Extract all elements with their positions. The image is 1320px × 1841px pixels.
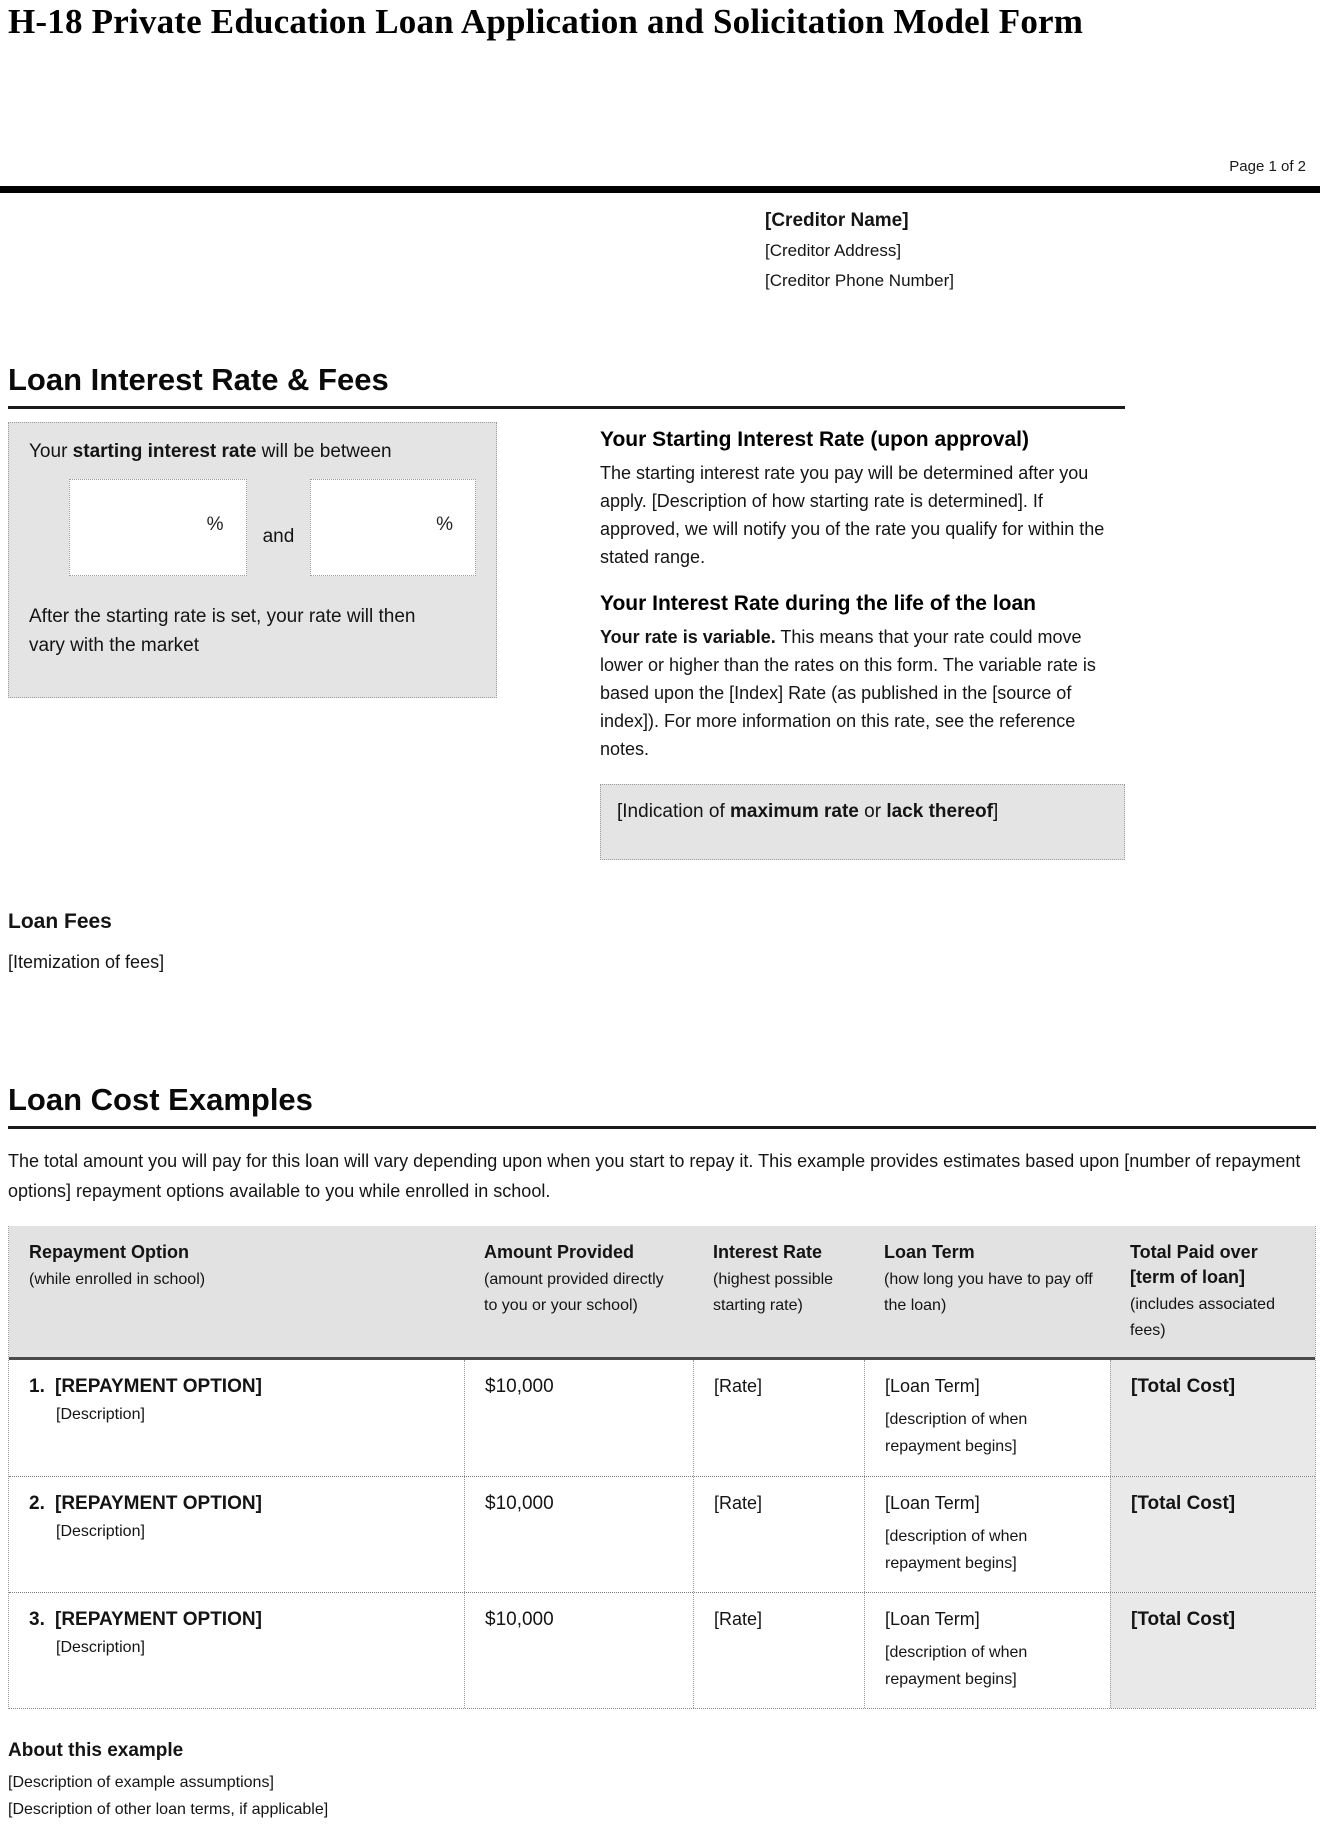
- starting-rate-intro: [29, 441, 476, 463]
- life-rate-lead: Your rate is variable.: [600, 627, 776, 647]
- about-heading: About this example: [8, 1740, 184, 1761]
- maximum-rate-box: [600, 784, 1125, 860]
- cell-repayment-option: [9, 1593, 464, 1708]
- starting-rate-heading: Your Starting Interest Rate (upon approval): [600, 428, 1029, 451]
- creditor-block: [765, 206, 954, 296]
- row-description: [Description]: [56, 1406, 145, 1423]
- life-rate-heading: Your Interest Rate during the life of the loan: [600, 592, 1036, 615]
- row-number: 1.: [29, 1376, 45, 1397]
- about-line-1: [Description of example assumptions]: [8, 1774, 274, 1791]
- loan-term-note: [description of when repayment begins]: [885, 1528, 1028, 1572]
- page-indicator: Page 1 of 2: [1229, 158, 1306, 175]
- row-number: 3.: [29, 1609, 45, 1630]
- col-header-loan-term: [864, 1226, 1110, 1357]
- row-option: [REPAYMENT OPTION]: [55, 1609, 262, 1630]
- max-rate-mid: or: [858, 801, 887, 822]
- starting-rate-intro-suffix: will be between: [256, 441, 392, 462]
- loan-term-value: [Loan Term]: [885, 1609, 980, 1629]
- cell-total-cost: [Total Cost]: [1110, 1593, 1315, 1708]
- col-title: Repayment Option: [29, 1242, 190, 1262]
- row-description: [Description]: [56, 1639, 145, 1656]
- document-title: H-18 Private Education Loan Application and Solicitation Model Form: [8, 2, 1084, 41]
- col-subtitle: (highest possible starting rate): [713, 1271, 834, 1314]
- row-description: [Description]: [56, 1523, 145, 1540]
- max-rate-prefix: [Indication of: [617, 801, 731, 822]
- col-header-repayment-option: [9, 1226, 464, 1357]
- section-heading-loan-interest-rate-fees: Loan Interest Rate & Fees: [8, 362, 1125, 409]
- life-rate-body: [600, 623, 1125, 763]
- cell-rate: [Rate]: [693, 1360, 864, 1476]
- percent-symbol-right: %: [436, 514, 453, 535]
- row-option: [REPAYMENT OPTION]: [55, 1376, 262, 1397]
- col-subtitle: (while enrolled in school): [29, 1271, 206, 1288]
- loan-cost-intro: The total amount you will pay for this loan will vary depending upon when you start to repay it. This example provides estimates based upon [number of repayment options] repayment options available to you while enrolled in school.: [8, 1151, 1301, 1201]
- col-header-total-paid: [1110, 1226, 1315, 1357]
- max-rate-bold-2: lack thereof: [886, 801, 993, 822]
- table-header-row: [9, 1226, 1315, 1360]
- percent-symbol-left: %: [206, 514, 224, 535]
- loan-term-value: [Loan Term]: [885, 1493, 980, 1513]
- starting-rate-intro-bold: starting interest rate: [72, 441, 257, 462]
- starting-rate-panel: [8, 422, 497, 698]
- loan-cost-table: [8, 1226, 1316, 1709]
- col-header-interest-rate: [693, 1226, 864, 1357]
- cell-amount: $10,000: [464, 1477, 693, 1592]
- cell-rate: [Rate]: [693, 1593, 864, 1708]
- rate-range-row: [69, 479, 476, 576]
- cell-repayment-option: [9, 1360, 464, 1476]
- col-subtitle: (includes associated fees): [1130, 1296, 1275, 1339]
- life-rate-text: This means that your rate could move lower or higher than the rates on this form. The variable rate is based upon the [Index] Rate (as published in the [source of index]). For more information on this rate, see the reference notes.: [600, 627, 1096, 759]
- col-subtitle: (how long you have to pay off the loan): [884, 1271, 1093, 1314]
- cell-total-cost: [Total Cost]: [1110, 1477, 1315, 1592]
- max-rate-bold-1: maximum rate: [730, 801, 859, 822]
- col-title: Amount Provided: [484, 1242, 635, 1262]
- max-rate-field[interactable]: [310, 479, 476, 576]
- loan-term-note: [description of when repayment begins]: [885, 1411, 1028, 1455]
- max-rate-suffix: ]: [992, 801, 999, 822]
- starting-rate-body: The starting interest rate you pay will be determined after you apply. [Description of how starting rate is determined]. If approved, we will notify you of the rate you qualify for within the stated range.: [600, 463, 1105, 567]
- creditor-phone: [Creditor Phone Number]: [765, 271, 954, 290]
- col-subtitle: (amount provided directly to you or your school): [484, 1271, 664, 1314]
- col-header-amount-provided: [464, 1226, 693, 1357]
- cell-loan-term: [864, 1477, 1110, 1592]
- interest-rate-details-column: [600, 428, 1125, 860]
- loan-fees-block: [8, 910, 164, 973]
- and-label: and: [262, 525, 295, 547]
- cell-loan-term: [864, 1593, 1110, 1708]
- starting-rate-intro-prefix: Your: [29, 441, 73, 462]
- about-example-block: [8, 1740, 328, 1828]
- table-row: [9, 1476, 1315, 1592]
- row-number: 2.: [29, 1493, 45, 1514]
- creditor-name: [Creditor Name]: [765, 210, 909, 231]
- creditor-address: [Creditor Address]: [765, 241, 902, 260]
- rate-panel-footnote: After the starting rate is set, your rate will then vary with the market: [29, 606, 416, 656]
- col-title: Total Paid over [term of loan]: [1130, 1242, 1258, 1287]
- top-rule: [0, 186, 1320, 193]
- about-line-2: [Description of other loan terms, if applicable]: [8, 1801, 329, 1818]
- min-rate-field[interactable]: [69, 479, 247, 576]
- col-title: Loan Term: [884, 1242, 975, 1262]
- table-row: [9, 1592, 1315, 1708]
- cell-amount: $10,000: [464, 1360, 693, 1476]
- loan-term-value: [Loan Term]: [885, 1376, 980, 1396]
- loan-term-note: [description of when repayment begins]: [885, 1644, 1028, 1688]
- col-title: Interest Rate: [713, 1242, 823, 1262]
- section-heading-loan-cost-examples: Loan Cost Examples: [8, 1082, 1316, 1129]
- loan-fees-body: [Itemization of fees]: [8, 952, 165, 972]
- row-option: [REPAYMENT OPTION]: [55, 1493, 262, 1514]
- cell-repayment-option: [9, 1477, 464, 1592]
- cell-loan-term: [864, 1360, 1110, 1476]
- loan-fees-heading: Loan Fees: [8, 910, 112, 933]
- cell-rate: [Rate]: [693, 1477, 864, 1592]
- table-row: [9, 1360, 1315, 1476]
- cell-amount: $10,000: [464, 1593, 693, 1708]
- cell-total-cost: [Total Cost]: [1110, 1360, 1315, 1476]
